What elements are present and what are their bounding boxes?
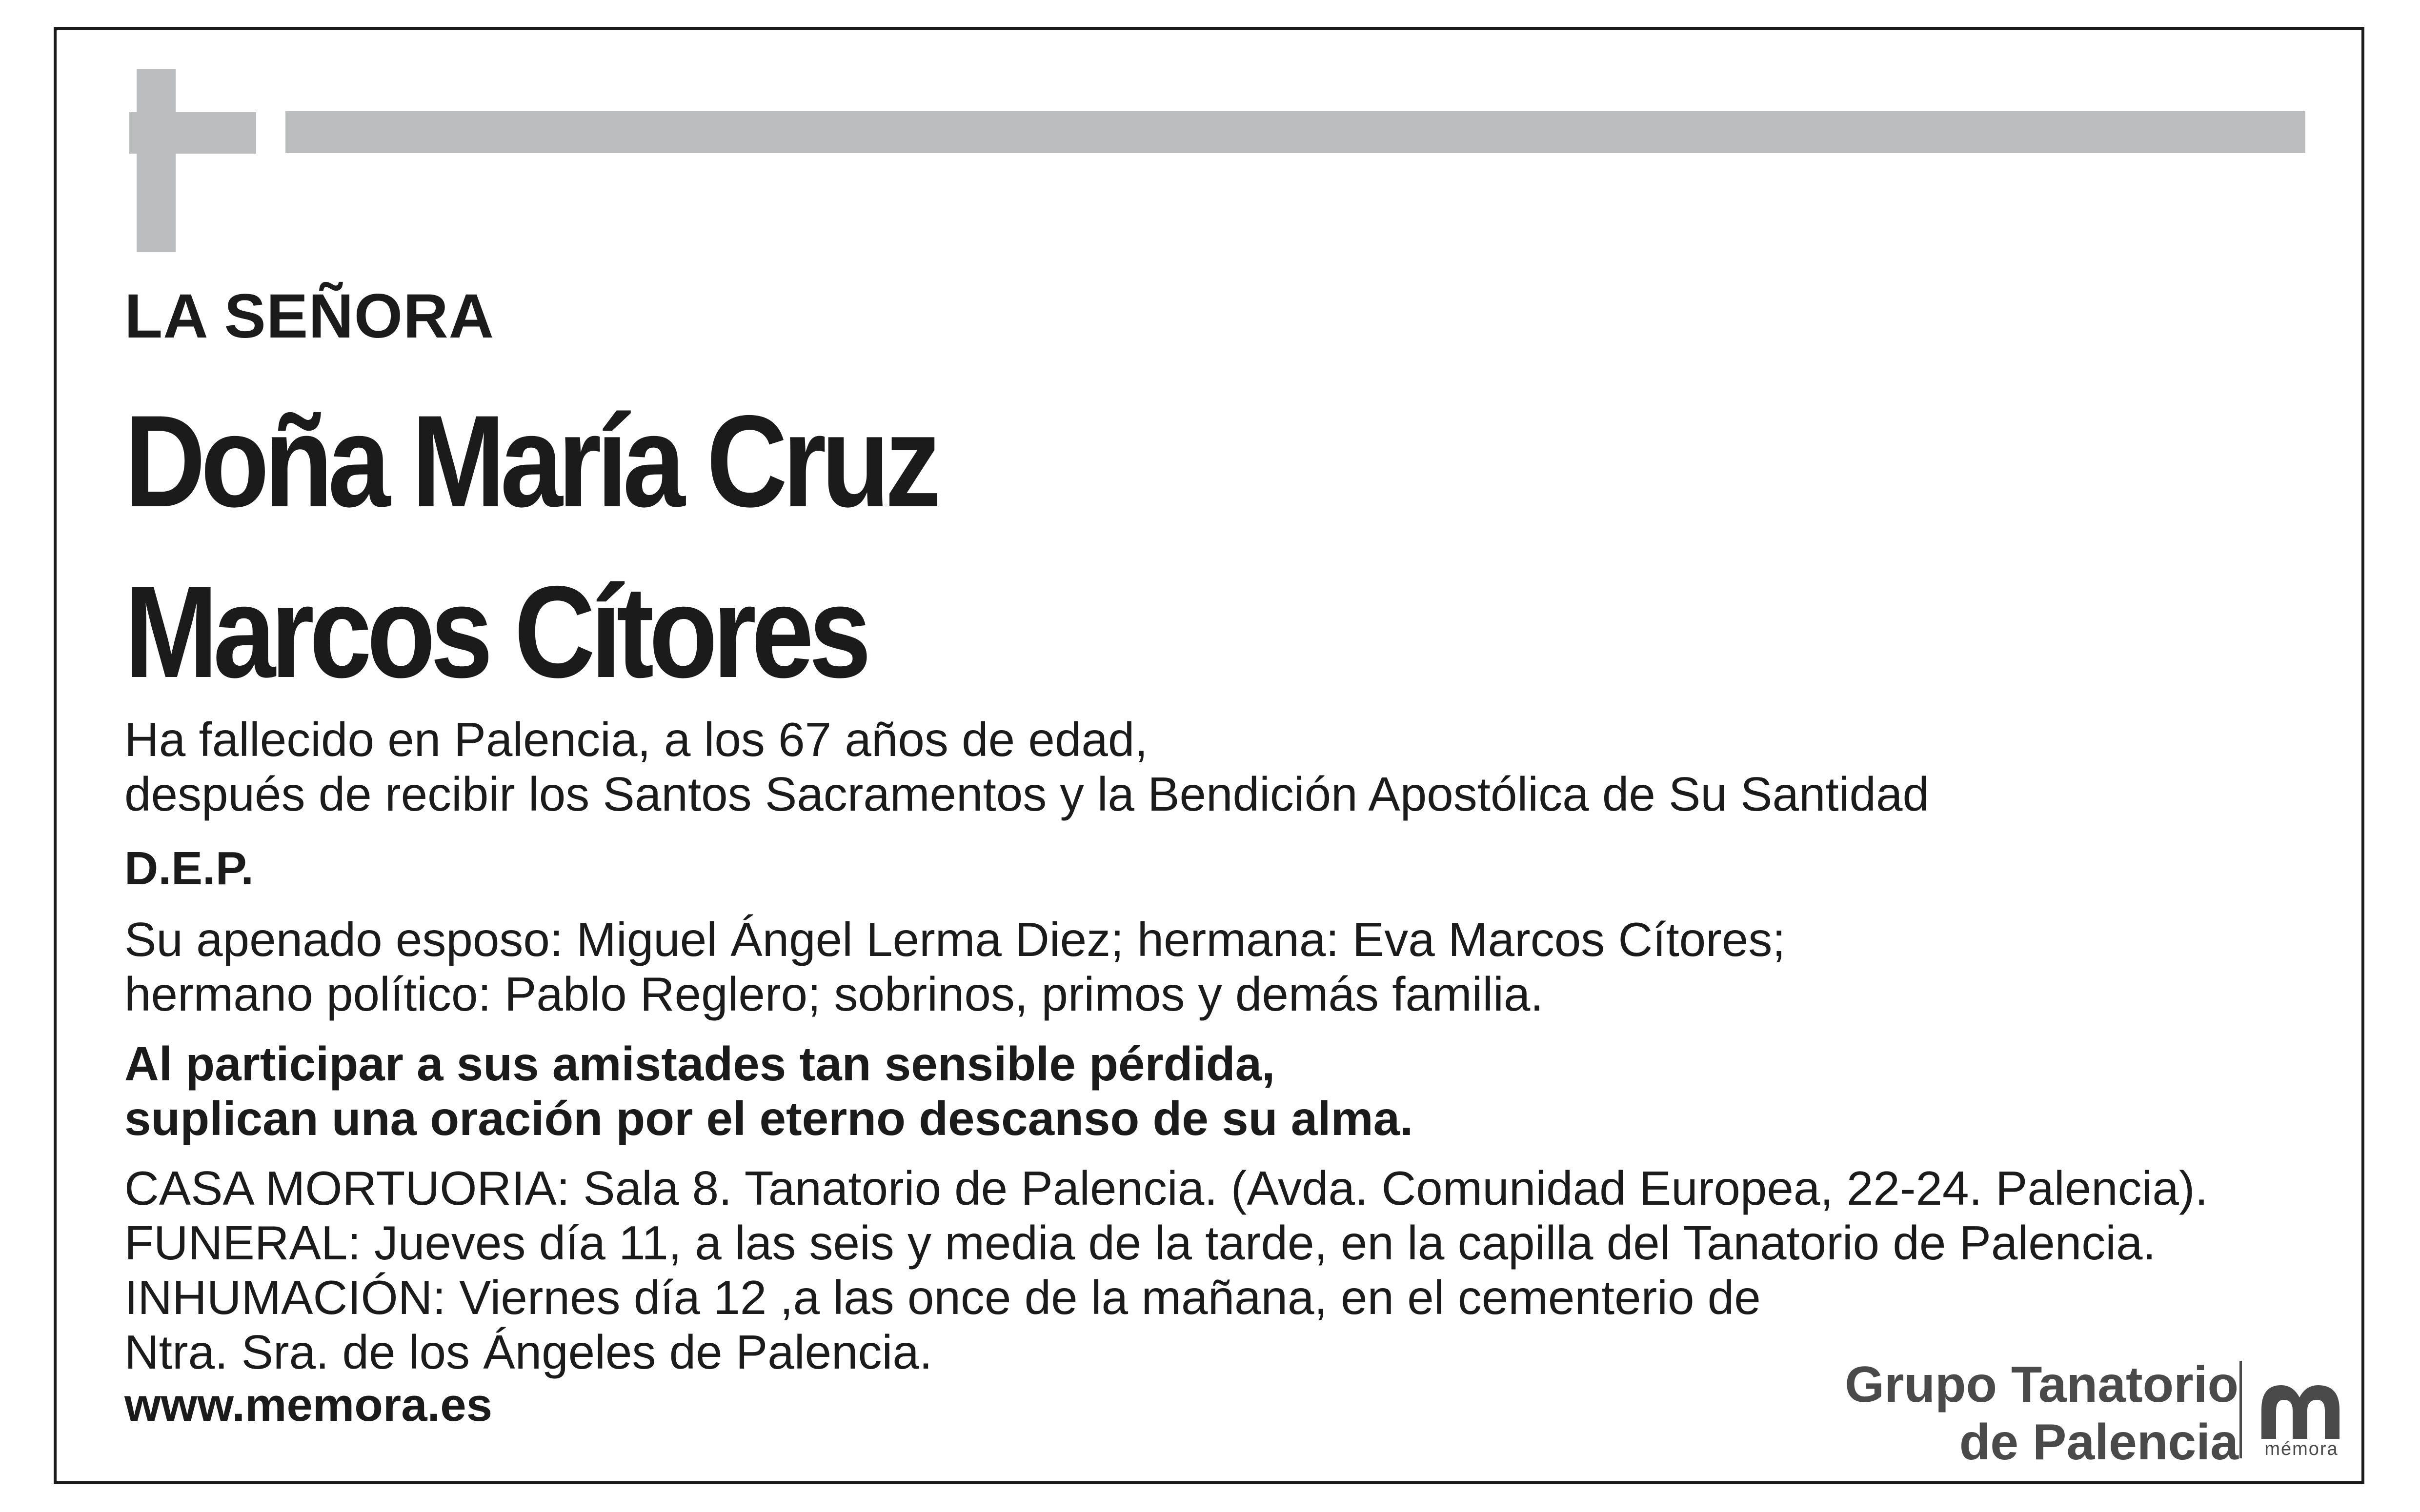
deceased-name	[124, 376, 936, 717]
cross-icon-crossbar	[129, 112, 256, 154]
prayer-request	[124, 1036, 1413, 1146]
deceased-name-line1: Doña María Cruz	[124, 388, 936, 534]
death-details	[124, 712, 1929, 821]
website-link[interactable]: www.memora.es	[124, 1379, 493, 1431]
death-details-line1: Ha fallecido en Palencia, a los 67 años de edad,	[124, 713, 1148, 766]
prayer-request-line1: Al participar a sus amistades tan sensible pérdida,	[124, 1037, 1275, 1091]
family-list	[124, 912, 1786, 1021]
funeral-group-logo-text	[1845, 1356, 2238, 1471]
deceased-name-line2: Marcos Cítores	[124, 558, 867, 705]
burial-info: INHUMACIÓN: Viernes día 12 ,a las once de la mañana, en el cementerio de	[124, 1271, 1761, 1324]
honorific: LA SEÑORA	[124, 281, 495, 351]
memora-m-logo-icon	[2257, 1375, 2344, 1444]
death-details-line2: después de recibir los Santos Sacramentos y la Bendición Apostólica de Su Santidad	[124, 767, 1930, 821]
ceremony-info	[124, 1161, 2208, 1379]
funeral-home-info: CASA MORTUORIA: Sala 8. Tanatorio de Palencia. (Avda. Comunidad Europea, 22-24. Palencia).	[124, 1161, 2208, 1215]
funeral-info: FUNERAL: Jueves día 11, a las seis y media de la tarde, en la capilla del Tanatorio de Palencia.	[124, 1216, 2156, 1270]
group-name-line2: de Palencia	[1959, 1414, 2238, 1471]
logo-divider	[2239, 1361, 2242, 1458]
dep-text: D.E.P.	[124, 842, 254, 895]
group-name-line1: Grupo Tanatorio	[1845, 1356, 2238, 1413]
memora-brand-label: mémora	[2264, 1439, 2339, 1459]
family-line1: Su apenado esposo: Miguel Ángel Lerma Diez; hermana: Eva Marcos Cítores;	[124, 913, 1786, 966]
prayer-request-line2: suplican una oración por el eterno descanso de su alma.	[124, 1092, 1413, 1145]
header-bar	[285, 111, 2305, 153]
family-line2: hermano político: Pablo Reglero; sobrinos, primos y demás familia.	[124, 967, 1544, 1021]
cross-icon	[137, 69, 176, 252]
burial-info-cont: Ntra. Sra. de los Ángeles de Palencia.	[124, 1325, 933, 1379]
